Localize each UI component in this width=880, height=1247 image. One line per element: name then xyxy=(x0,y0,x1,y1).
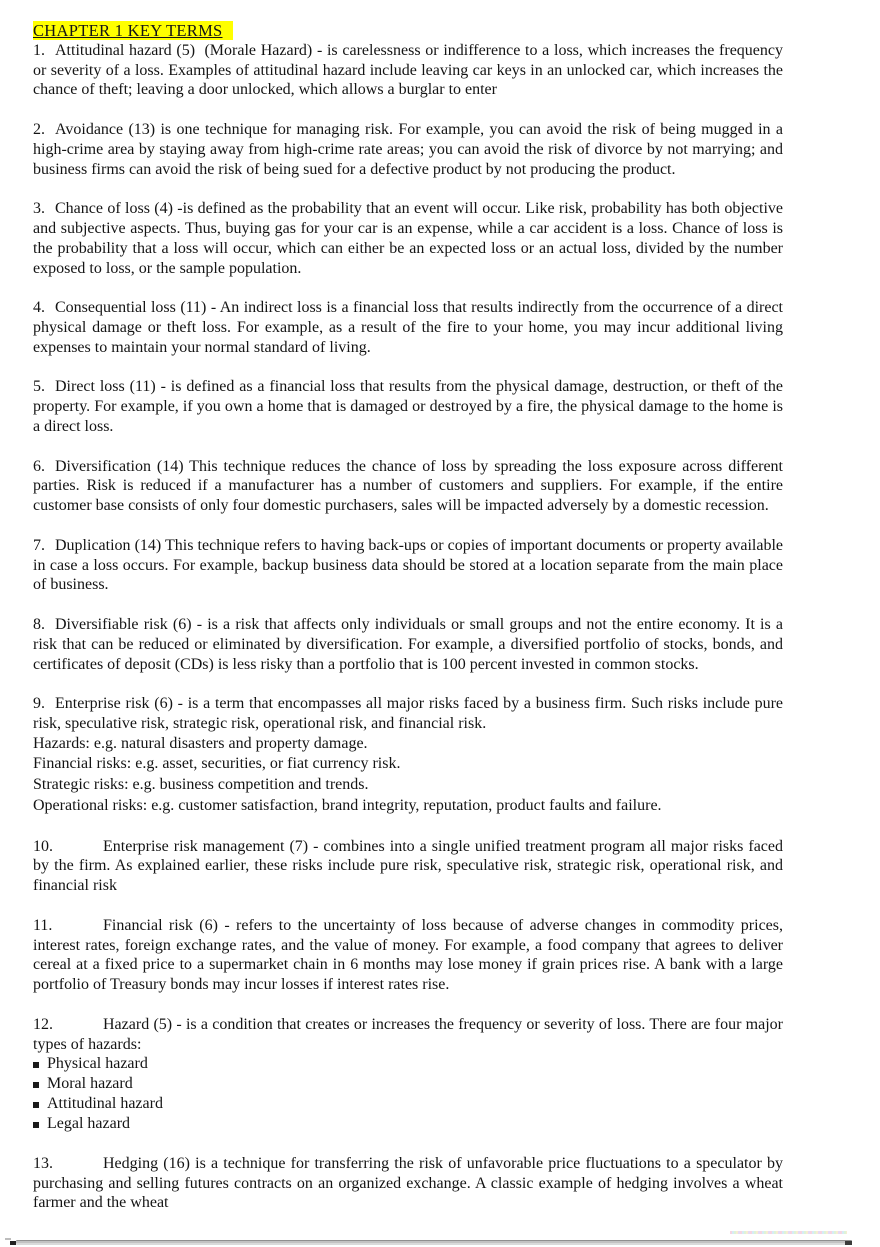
term-item xyxy=(33,536,783,595)
term-number: 8. xyxy=(33,615,45,633)
term-item xyxy=(33,837,783,896)
term-subline: Hazards: e.g. natural disasters and property damage. xyxy=(33,734,368,752)
term-paragraph xyxy=(33,536,783,595)
term-bullets xyxy=(33,1054,783,1134)
bullet-square-icon xyxy=(33,1122,39,1128)
term-item xyxy=(33,199,783,278)
term-number: 5. xyxy=(33,378,45,396)
term-item xyxy=(33,298,783,357)
term-paragraph xyxy=(33,377,783,436)
term-number: 10. xyxy=(33,837,53,855)
bullet-label: Attitudinal hazard xyxy=(47,1095,163,1113)
term-text: Diversifiable risk (6) - is a risk that affects only individuals or small groups and not the entire economy. It is a risk that can be reduced or eliminated by diversification. For example, a diversified portfolio of stocks, bonds, and certificates of deposit (CDs) is less risky than a portfolio that is 100 percent invested in common stocks. xyxy=(33,615,783,673)
term-subline: Strategic risks: e.g. business competition and trends. xyxy=(33,776,369,794)
term-paragraph xyxy=(33,457,783,516)
term-text: Duplication (14) This technique refers to having back-ups or copies of important documents or property available in case a loss occurs. For example, backup business data should be stored at a location separate from the main place of business. xyxy=(33,536,783,594)
term-text: Avoidance (13) is one technique for managing risk. For example, you can avoid the risk of being mugged in a high-crime area by staying away from high-crime rate areas; you can avoid the risk of divorce by not marrying; and business firms can avoid the risk of being sued for a defective product by not producing the product. xyxy=(33,120,783,178)
term-text: Direct loss (11) - is defined as a financial loss that results from the physical damage, destruction, or theft of the property. For example, if you own a home that is damaged or destroyed by a fire, the physical damage to the home is a direct loss. xyxy=(33,378,783,435)
term-number: 3. xyxy=(33,200,45,218)
term-item xyxy=(33,615,783,674)
scroll-right-button[interactable] xyxy=(845,1241,852,1245)
scrollbar-left-dash xyxy=(5,1238,11,1240)
term-text: Enterprise risk management (7) - combines into a single unified treatment program all major risks faced by the firm. As explained earlier, these risks include pure risk, speculative risk, strategic risk, operational risk, and financial risk xyxy=(33,837,783,895)
terms-list xyxy=(33,41,783,1213)
term-paragraph xyxy=(33,615,783,674)
horizontal-scrollbar[interactable] xyxy=(16,1240,852,1245)
term-paragraph xyxy=(33,1015,783,1055)
bullet-item xyxy=(33,1094,783,1114)
term-text: Financial risk (6) - refers to the uncertainty of loss because of adverse changes in commodity prices, interest rates, foreign exchange rates, and the value of money. For example, a food company that agrees to deliver cereal at a fixed price to a supermarket chain in 6 months may lose money if grain prices rise. A bank with a large portfolio of Treasury bonds may incur losses if interest rates rise. xyxy=(33,916,783,994)
term-number: 9. xyxy=(33,695,45,713)
term-paragraph xyxy=(33,41,783,100)
term-number: 7. xyxy=(33,536,45,554)
term-text: Hazard (5) - is a condition that creates or increases the frequency or severity of loss. There are four major types of hazards: xyxy=(33,1015,783,1053)
term-paragraph xyxy=(33,1154,783,1213)
bullet-item xyxy=(33,1054,783,1074)
term-paragraph xyxy=(33,298,783,357)
term-text: Consequential loss (11) - An indirect loss is a financial loss that results indirectly from the occurrence of a direct physical damage or theft loss. For example, as a result of the fire to your home, you may incur additional living expenses to maintain your normal standard of living. xyxy=(33,299,783,356)
bullet-square-icon xyxy=(33,1082,39,1088)
bullet-item xyxy=(33,1114,783,1134)
bullet-label: Moral hazard xyxy=(47,1075,133,1093)
term-sublines xyxy=(33,734,783,817)
term-item xyxy=(33,916,783,995)
term-number: 13. xyxy=(33,1154,53,1172)
title-highlight: CHAPTER 1 KEY TERMS xyxy=(33,21,233,40)
page-title xyxy=(33,21,783,41)
bullet-item xyxy=(33,1074,783,1094)
term-item xyxy=(33,41,783,100)
term-paragraph xyxy=(33,916,783,995)
document-page xyxy=(33,21,783,1233)
bullet-square-icon xyxy=(33,1062,39,1068)
term-item xyxy=(33,120,783,179)
term-number: 6. xyxy=(33,457,45,475)
term-text: Enterprise risk (6) - is a term that encompasses all major risks faced by a business firm. Such risks include pure risk, speculative risk, strategic risk, operational risk, and financial risk. xyxy=(33,695,783,732)
term-text: Chance of loss (4) -is defined as the probability that an event will occur. Like risk, probability has both objective and subjective aspects. Thus, buying gas for your car is an expense, while a car accident is a loss. Chance of loss is the probability that a loss will occur, which can either be an expected loss or an actual loss, divided by the number exposed to loss, or the sample population. xyxy=(33,200,783,277)
term-item xyxy=(33,377,783,436)
term-paragraph xyxy=(33,199,783,278)
bullet-label: Physical hazard xyxy=(47,1055,148,1073)
term-text: Hedging (16) is a technique for transferring the risk of unfavorable price fluctuations to a speculator by purchasing and selling futures contracts on an organized exchange. A classic example of hedging involves a wheat farmer and the wheat xyxy=(33,1154,783,1212)
term-item xyxy=(33,457,783,516)
term-number: 1. xyxy=(33,41,45,59)
term-number: 2. xyxy=(33,120,45,138)
bullet-label: Legal hazard xyxy=(47,1115,131,1133)
term-item xyxy=(33,1015,783,1134)
term-item xyxy=(33,694,783,817)
term-number: 12. xyxy=(33,1015,53,1033)
term-subline: Operational risks: e.g. customer satisfaction, brand integrity, reputation, product faults and failure. xyxy=(33,797,662,815)
term-subline: Financial risks: e.g. asset, securities, or fiat currency risk. xyxy=(33,755,401,773)
term-item xyxy=(33,1154,783,1213)
term-paragraph xyxy=(33,694,783,734)
term-paragraph xyxy=(33,837,783,896)
bullet-square-icon xyxy=(33,1102,39,1108)
watermark-speckles-icon xyxy=(730,1231,847,1234)
term-text: Diversification (14) This technique reduces the chance of loss by spreading the loss exposure across different parties. Risk is reduced if a manufacturer has a number of customers and suppliers. For example, if the entire customer base consists of only four domestic purchasers, sales will be impacted adversely by a domestic recession. xyxy=(33,457,783,515)
term-number: 11. xyxy=(33,916,53,934)
term-text: Attitudinal hazard (5) (Morale Hazard) - is carelessness or indifference to a loss, which increases the frequency or severity of a loss. Examples of attitudinal hazard include leaving car keys in an unlocked car, which increases the chance of theft; leaving a door unlocked, which allows a burglar to enter xyxy=(33,41,783,99)
term-paragraph xyxy=(33,120,783,179)
term-number: 4. xyxy=(33,299,45,317)
